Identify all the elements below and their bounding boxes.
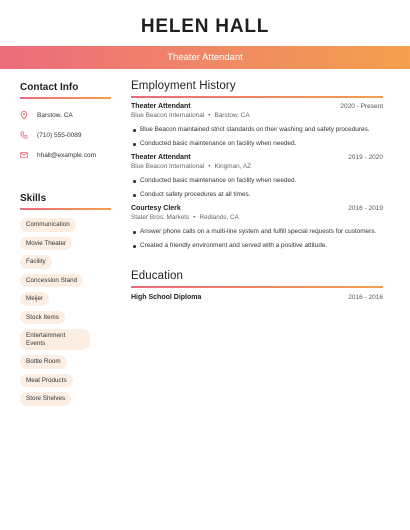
job-dates: 2019 - 2020 xyxy=(348,154,383,161)
job-bullet: Blue Beacon maintained strict standards on their washing and safety procedures. xyxy=(140,126,383,134)
job-bullets xyxy=(131,177,383,199)
education-section-title: Education xyxy=(131,270,184,282)
skills-section-title: Skills xyxy=(20,193,47,204)
education-entry xyxy=(131,294,383,301)
contact-phone-text: (710) 555-0089 xyxy=(37,131,82,139)
job-bullets xyxy=(131,228,383,250)
resume-name: HELEN HALL xyxy=(140,16,270,37)
job-location: Kingman, AZ xyxy=(214,163,252,170)
job-bullet: Answer phone calls on a multi-line system and fulfill special requests for customers. xyxy=(140,228,383,236)
job-company-line: Blue Beacon International • Barstow, CA xyxy=(131,112,250,119)
contact-phone xyxy=(20,125,111,145)
skill-chip: Facility xyxy=(20,255,52,269)
job-bullet: Conduct safety procedures at all times. xyxy=(140,191,383,199)
location-pin-icon xyxy=(20,111,28,119)
job-location: Redlands, CA xyxy=(199,214,239,221)
employment-section-title: Employment History xyxy=(131,80,236,92)
skills-divider xyxy=(20,208,111,210)
job-bullets xyxy=(131,126,383,148)
role-title: Theater Attendant xyxy=(167,52,243,63)
education-degree: High School Diploma xyxy=(131,294,202,301)
education-divider xyxy=(131,286,383,288)
skill-chip: Meat Products xyxy=(20,374,73,388)
skill-chip: Entertainment Events xyxy=(20,329,90,350)
contact-divider xyxy=(20,97,111,99)
job-bullet: Conducted basic maintenance on facility when needed. xyxy=(140,140,383,148)
skill-chip: Store Shelves xyxy=(20,392,71,406)
skill-chip: Stock Items xyxy=(20,311,65,325)
skills-list xyxy=(20,218,111,406)
mail-icon xyxy=(20,151,28,159)
job-entry xyxy=(131,205,383,250)
job-dates: 2016 - 2019 xyxy=(348,205,383,212)
job-entry xyxy=(131,154,383,199)
contact-location xyxy=(20,105,111,125)
role-banner xyxy=(0,46,410,69)
job-location: Barstow, CA xyxy=(214,112,250,119)
education-dates: 2016 - 2016 xyxy=(348,294,383,301)
right-column xyxy=(131,80,383,301)
job-bullet: Conducted basic maintenance on facility when needed. xyxy=(140,177,383,185)
contact-email[interactable] xyxy=(20,145,111,165)
skill-chip: Communication xyxy=(20,218,76,232)
job-company: Stater Bros. Markets xyxy=(131,214,190,221)
job-company: Blue Beacon International xyxy=(131,112,205,119)
skill-chip: Concession Stand xyxy=(20,274,83,288)
job-title: Theater Attendant xyxy=(131,103,191,110)
job-entry xyxy=(131,103,383,148)
job-dates: 2020 - Present xyxy=(340,103,383,110)
contact-list xyxy=(20,105,111,165)
job-company-line: Blue Beacon International • Kingman, AZ xyxy=(131,163,252,170)
job-title: Courtesy Clerk xyxy=(131,205,181,212)
contact-location-text: Barstow, CA xyxy=(37,111,73,119)
job-title: Theater Attendant xyxy=(131,154,191,161)
employment-divider xyxy=(131,96,383,98)
phone-icon xyxy=(20,131,28,139)
skill-chip: Bottle Room xyxy=(20,355,67,369)
job-bullet: Created a friendly environment and served with a positive attitude. xyxy=(140,242,383,250)
contact-email-text: hhall@example.com xyxy=(37,151,96,159)
job-company: Blue Beacon International xyxy=(131,163,205,170)
job-company-line: Stater Bros. Markets • Redlands, CA xyxy=(131,214,239,221)
left-column xyxy=(20,82,111,411)
skill-chip: Meijer xyxy=(20,292,49,306)
contact-section-title: Contact Info xyxy=(20,82,79,93)
skill-chip: Movie Theater xyxy=(20,237,72,251)
